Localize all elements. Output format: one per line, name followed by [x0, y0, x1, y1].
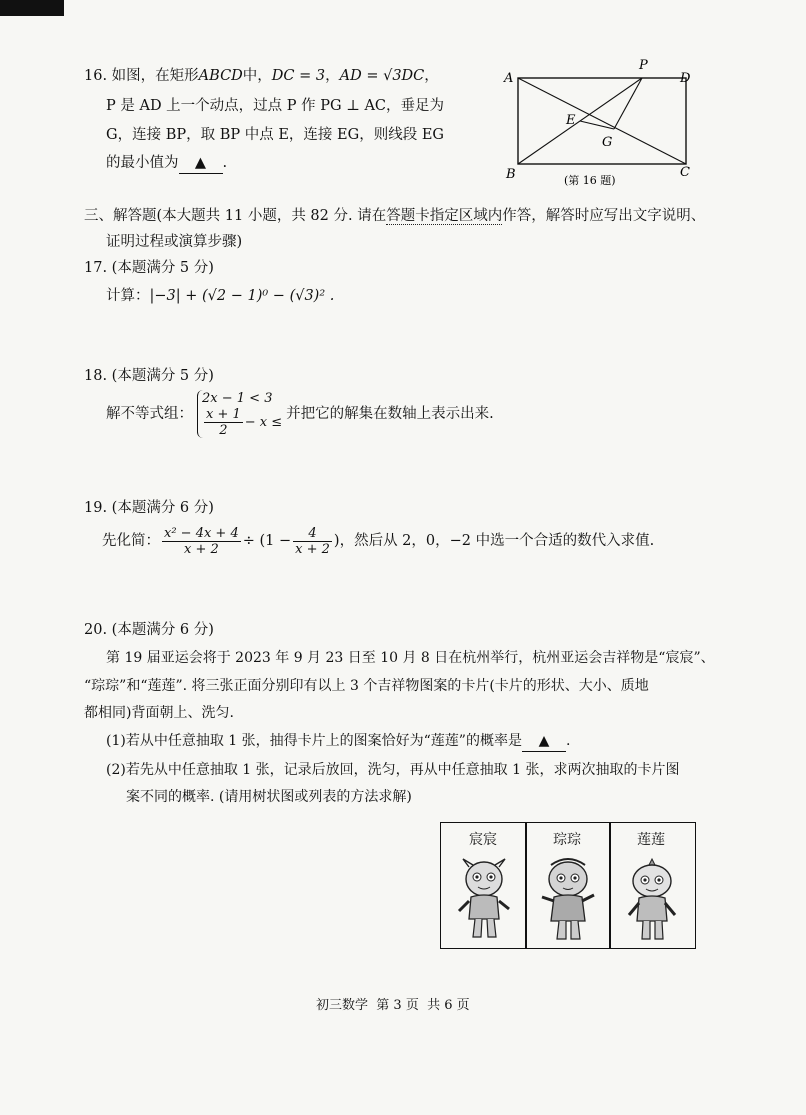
q16-answer-blank: ▲	[179, 153, 223, 174]
q16-line3: G，连接 BP，取 BP 中点 E，连接 EG，则线段 EG	[106, 127, 444, 143]
mascot-label-chenchen: 宸宸	[469, 832, 497, 848]
q18-header: 18. (本题满分 5 分)	[84, 368, 214, 384]
q19-expression: 先化简： $\frac{\text{x² − 4x + 4}}{x + 2}$ ÷ (1 − $\frac{4}{x + 2}$ )，然后从 2，0，−2 中选一个合适的数代入求值.	[102, 525, 655, 557]
section3-title: 三、解答题(本大题共 11 小题，共 82 分. 请在答题卡指定区域内作答，解答时应写出文字说明、	[84, 208, 706, 224]
q16-line1: 16. 如图，在矩形ABCD中，DC = 3，AD = √3DC，	[84, 68, 439, 84]
q20-paragraph-line3: 都相同)背面朝上、洗匀.	[84, 705, 234, 721]
mascot-congcong-image	[539, 857, 597, 943]
q20-subquestion-2: (2)若先从中任意抽取 1 张，记录后放回，洗匀，再从中任意抽取 1 张，求两次抽取的卡片图	[106, 762, 680, 778]
q20-paragraph-line2: “琮琮”和“莲莲”. 将三张正面分别印有以上 3 个吉祥物图案的卡片(卡片的形状、大小、质地	[84, 678, 649, 694]
q17-expression: 计算：|−3| + (√2 − 1)⁰ − (√3)² .	[106, 288, 335, 304]
label-c: C	[680, 165, 690, 180]
mascot-label-congcong: 琮琮	[553, 832, 581, 848]
segment-pg	[614, 78, 642, 129]
q20-header: 20. (本题满分 6 分)	[84, 622, 214, 638]
scan-corner-mark	[0, 0, 64, 16]
mascot-lianlian-image	[623, 857, 681, 943]
page-footer: 初三数学 第 3 页 共 6 页	[316, 998, 470, 1013]
q16-figure	[498, 52, 708, 192]
q16-line4: 的最小值为 ▲ .	[106, 153, 227, 174]
q18-system: 解不等式组： 2x − 1 < 3 $\frac{x + 1}{2}$ − x ≤ 并把它的解集在数轴上表示出来.	[106, 391, 494, 438]
label-a: A	[504, 71, 514, 86]
q17-header: 17. (本题满分 5 分)	[84, 260, 214, 276]
figure-caption: (第 16 题)	[564, 174, 616, 187]
q20-answer-blank: ▲	[522, 731, 566, 752]
label-d: D	[680, 71, 691, 86]
mascot-chenchen-image	[455, 857, 513, 943]
mascot-label-lianlian: 莲莲	[637, 832, 665, 848]
section3-title-line2: 证明过程或演算步骤)	[106, 234, 243, 250]
label-e: E	[566, 113, 576, 128]
label-p: P	[639, 58, 648, 73]
label-g: G	[602, 135, 613, 150]
q16-line2: P 是 AD 上一个动点，过点 P 作 PG ⊥ AC，垂足为	[106, 98, 445, 114]
q16-number: 16.	[84, 68, 108, 84]
diagonal-ac	[518, 78, 686, 164]
inequality-system: 2x − 1 < 3 $\frac{x + 1}{2}$ − x ≤	[197, 390, 282, 438]
mascot-cards	[440, 822, 696, 949]
q20-subquestion-2-line2: 案不同的概率. (请用树状图或列表的方法求解)	[126, 789, 412, 805]
label-b: B	[506, 167, 516, 182]
q20-subquestion-1: (1)若从中任意抽取 1 张，抽得卡片上的图案恰好为“莲莲”的概率是 ▲ .	[106, 731, 570, 752]
q19-header: 19. (本题满分 6 分)	[84, 500, 214, 516]
q20-paragraph-line1: 第 19 届亚运会将于 2023 年 9 月 23 日至 10 月 8 日在杭州举行，杭州亚运会吉祥物是“宸宸”、	[106, 650, 715, 666]
